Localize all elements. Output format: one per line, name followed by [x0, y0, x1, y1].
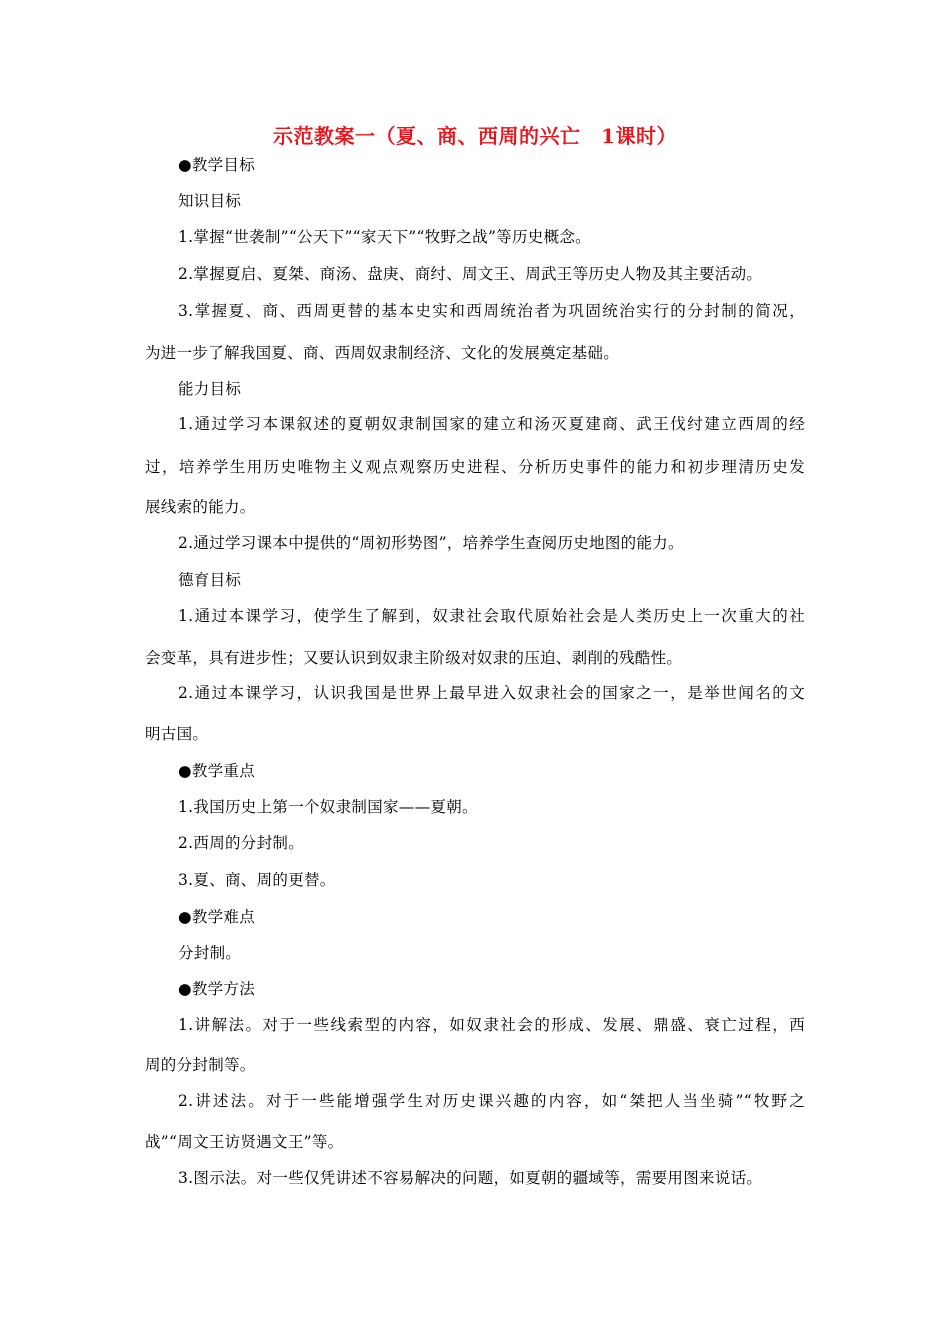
paragraph-line: 1.通过学习本课叙述的夏朝奴隶制国家的建立和汤灭夏建商、武王伐纣建立西周的经 — [178, 415, 805, 433]
paragraph-line: 2.掌握夏启、夏桀、商汤、盘庚、商纣、周文王、周武王等历史人物及其主要活动。 — [178, 265, 763, 283]
paragraph-line: 1.我国历史上第一个奴隶制国家——夏朝。 — [178, 798, 478, 816]
paragraph-line: 过，培养学生用历史唯物主义观点观察历史进程、分析历史事件的能力和初步理清历史发 — [145, 458, 805, 476]
paragraph-line: 2.西周的分封制。 — [178, 834, 304, 852]
paragraph-line: 周的分封制等。 — [145, 1056, 256, 1074]
paragraph-line: 展线索的能力。 — [145, 498, 256, 516]
subheading-moral-goals: 德育目标 — [178, 571, 242, 589]
paragraph-line: 1.讲解法。对于一些线索型的内容，如奴隶社会的形成、发展、鼎盛、衰亡过程，西 — [178, 1016, 805, 1034]
paragraph-line: 分封制。 — [178, 944, 242, 962]
paragraph-line: 3.掌握夏、商、西周更替的基本史实和西周统治者为巩固统治实行的分封制的简况， — [178, 302, 805, 320]
subheading-ability-goals: 能力目标 — [178, 380, 242, 398]
paragraph-line: 3.图示法。对一些仅凭讲述不容易解决的问题，如夏朝的疆域等，需要用图来说话。 — [178, 1169, 763, 1187]
paragraph-line: 1.掌握“世袭制”“公天下”“家天下”“牧野之战”等历史概念。 — [178, 228, 591, 246]
paragraph-line: 2.讲述法。对于一些能增强学生对历史课兴趣的内容，如“桀把人当坐骑”“牧野之 — [178, 1092, 805, 1110]
paragraph-line: 为进一步了解我国夏、商、西周奴隶制经济、文化的发展奠定基础。 — [145, 344, 620, 362]
document-title: 示范教案一（夏、商、西周的兴亡 1课时） — [273, 124, 677, 148]
paragraph-line: 1.通过本课学习，使学生了解到，奴隶社会取代原始社会是人类历史上一次重大的社 — [178, 607, 805, 625]
paragraph-line: 明古国。 — [145, 725, 209, 743]
section-heading-teaching-methods: ●教学方法 — [178, 980, 256, 998]
section-heading-key-points: ●教学重点 — [178, 762, 256, 780]
section-heading-teaching-goals: ●教学目标 — [178, 156, 256, 174]
paragraph-line: 战”“周文王访贤遇文王”等。 — [145, 1133, 344, 1151]
paragraph-line: 3.夏、商、周的更替。 — [178, 871, 336, 889]
section-heading-difficult-points: ●教学难点 — [178, 908, 256, 926]
paragraph-line: 2.通过学习课本中提供的“周初形势图”，培养学生查阅历史地图的能力。 — [178, 534, 684, 552]
paragraph-line: 会变革，具有进步性；又要认识到奴隶主阶级对奴隶的压迫、剥削的残酷性。 — [145, 649, 683, 667]
subheading-knowledge-goals: 知识目标 — [178, 192, 242, 210]
paragraph-line: 2.通过本课学习，认识我国是世界上最早进入奴隶社会的国家之一，是举世闻名的文 — [178, 684, 805, 702]
